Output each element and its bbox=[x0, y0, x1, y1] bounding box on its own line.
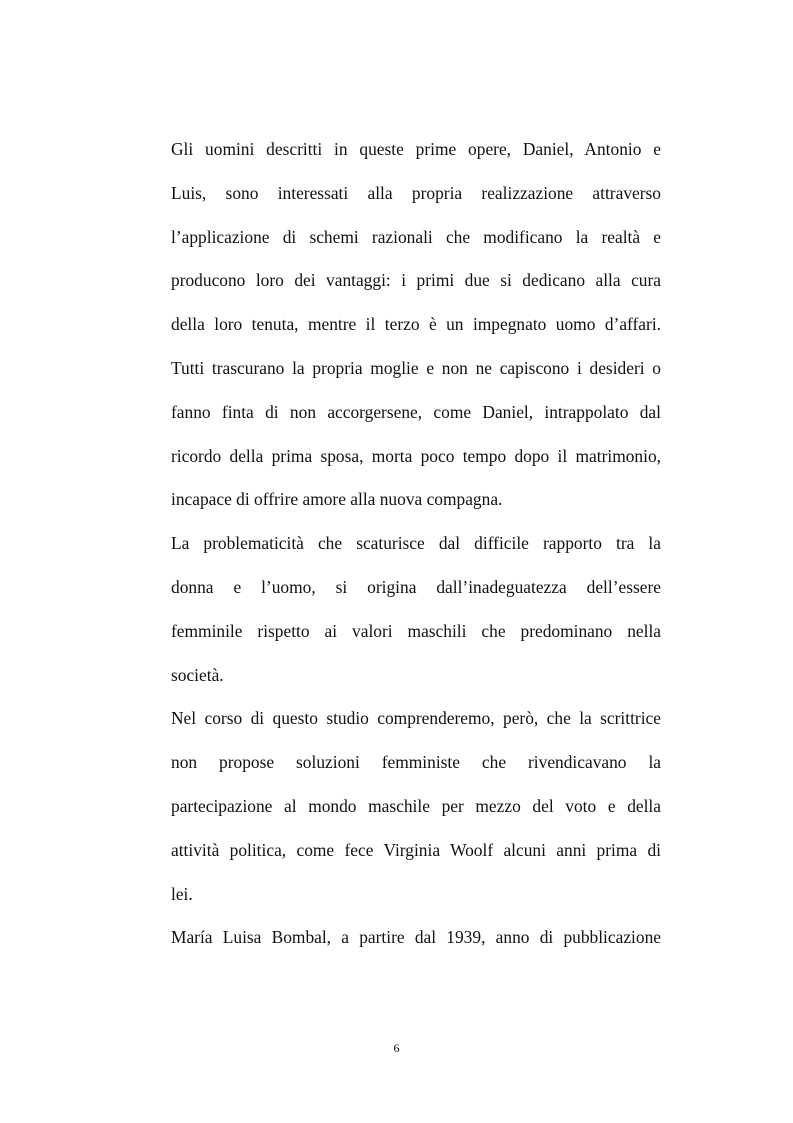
text-line: della loro tenuta, mentre il terzo è un impegnato uomo d’affari. bbox=[171, 314, 661, 335]
text-line: Nel corso di questo studio comprenderemo, però, che la scrittrice bbox=[171, 708, 661, 729]
text-line: María Luisa Bombal, a partire dal 1939, anno di pubblicazione bbox=[171, 927, 661, 948]
text-line: fanno finta di non accorgersene, come Daniel, intrappolato dal bbox=[171, 401, 661, 422]
text-line: l’applicazione di schemi razionali che modificano la realtà e bbox=[171, 226, 661, 247]
text-line: Gli uomini descritti in queste prime opere, Daniel, Antonio e bbox=[171, 139, 661, 159]
text-line: Luis, sono interessati alla propria realizzazione attraverso bbox=[171, 182, 661, 203]
text-line: partecipazione al mondo maschile per mezzo del voto e della bbox=[171, 795, 661, 816]
text-line: non propose soluzioni femministe che rivendicavano la bbox=[171, 752, 661, 773]
text-line: La problematicità che scaturisce dal difficile rapporto tra la bbox=[171, 533, 661, 554]
text-line: ricordo della prima sposa, morta poco tempo dopo il matrimonio, bbox=[171, 445, 661, 466]
page-number: 6 bbox=[393, 1041, 400, 1055]
text-line: attività politica, come fece Virginia Woolf alcuni anni prima di bbox=[171, 839, 661, 860]
text-line: società. bbox=[171, 664, 224, 685]
text-line: femminile rispetto ai valori maschili che predominano nella bbox=[171, 620, 661, 641]
text-line: incapace di offrire amore alla nuova compagna. bbox=[171, 489, 503, 510]
body-text bbox=[171, 128, 661, 960]
text-line: lei. bbox=[171, 883, 193, 904]
text-line: donna e l’uomo, si origina dall’inadeguatezza dell’essere bbox=[171, 576, 661, 597]
text-line: producono loro dei vantaggi: i primi due si dedicano alla cura bbox=[171, 270, 661, 291]
text-line: Tutti trascurano la propria moglie e non ne capiscono i desideri o bbox=[171, 357, 661, 378]
